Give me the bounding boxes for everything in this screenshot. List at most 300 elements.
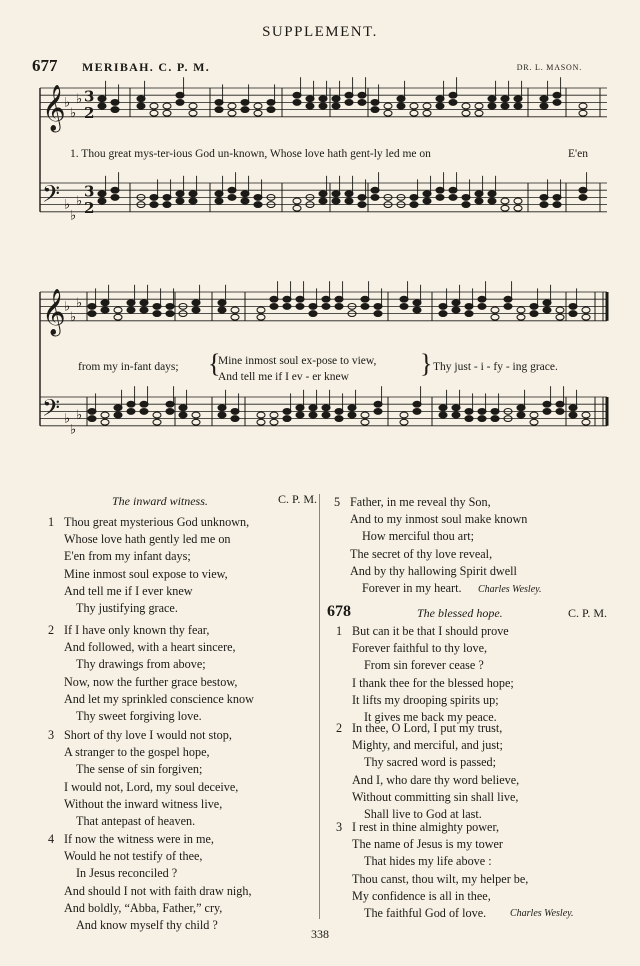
underlay-text-1-end: E'en — [568, 148, 588, 160]
note-head — [101, 300, 109, 306]
note-head — [462, 103, 470, 109]
stanza-line: The secret of thy love reveal, — [350, 546, 493, 561]
stanza-line: How merciful thou art; — [362, 529, 475, 544]
note-head — [358, 92, 366, 98]
note-head — [150, 202, 158, 208]
note-head — [166, 311, 174, 317]
note-head — [413, 307, 421, 313]
note-head — [267, 107, 275, 113]
hymn678-number: 678 — [327, 603, 351, 620]
note-head — [163, 195, 171, 201]
stanza-line: Forever faithful to thy love, — [352, 641, 488, 656]
music-score — [0, 0, 640, 470]
stanza-line: I thank thee for the blessed hope; — [352, 675, 514, 690]
note-head — [582, 412, 590, 418]
flat-icon: ♭ — [70, 310, 77, 326]
note-head — [218, 412, 226, 418]
note-head — [439, 304, 447, 310]
note-head — [579, 187, 587, 193]
stanza-line: My confidence is all in thee, — [352, 888, 491, 903]
column-divider — [319, 494, 320, 919]
note-head — [556, 401, 564, 407]
note-head — [413, 409, 421, 415]
treble-clef-icon: 𝄞 — [42, 84, 66, 131]
note-head — [309, 412, 317, 418]
note-head — [270, 304, 278, 310]
note-head — [101, 412, 109, 418]
note-head — [231, 314, 239, 320]
note-head — [579, 103, 587, 109]
stanza-line: If now the witness were in me, — [64, 832, 214, 846]
note-head — [553, 202, 561, 208]
stanza-line: And followed, with a heart sincere, — [64, 640, 236, 655]
note-head — [335, 416, 343, 422]
note-head — [270, 419, 278, 425]
note-head — [231, 409, 239, 415]
note-head — [254, 110, 262, 116]
stanza-line: A stranger to the gospel hope, — [64, 745, 210, 760]
note-head — [475, 103, 483, 109]
flat-icon: ♭ — [76, 91, 83, 107]
note-head — [436, 103, 444, 109]
note-head — [293, 92, 301, 98]
note-head — [140, 300, 148, 306]
hymn677-stanza-2 — [48, 622, 254, 725]
stanza-line: Whose love hath gently led me on — [64, 532, 231, 547]
note-head — [384, 103, 392, 109]
note-head — [306, 103, 314, 109]
note-head — [553, 195, 561, 201]
note-head — [465, 304, 473, 310]
page-number: 338 — [311, 927, 329, 941]
hymn677-title: The inward witness. — [112, 494, 208, 508]
note-head — [215, 100, 223, 106]
note-head — [462, 195, 470, 201]
note-head — [179, 412, 187, 418]
note-head — [488, 198, 496, 204]
note-head — [504, 296, 512, 302]
note-head — [452, 300, 460, 306]
note-head — [228, 187, 236, 193]
note-head — [293, 198, 301, 204]
note-head — [189, 191, 197, 197]
note-head — [556, 409, 564, 415]
note-head — [540, 195, 548, 201]
note-head — [361, 412, 369, 418]
note-head — [176, 198, 184, 204]
note-head — [335, 304, 343, 310]
note-head — [309, 304, 317, 310]
note-head — [465, 416, 473, 422]
underlay-line-1 — [70, 148, 588, 160]
flat-icon: ♭ — [64, 197, 71, 213]
note-head — [384, 110, 392, 116]
note-head — [322, 296, 330, 302]
note-head — [517, 412, 525, 418]
note-head — [491, 314, 499, 320]
stanza-line: Father, in me reveal thy Son, — [350, 495, 491, 509]
note-head — [335, 296, 343, 302]
note-head — [257, 412, 265, 418]
note-head — [543, 307, 551, 313]
note-head — [228, 103, 236, 109]
note-head — [358, 202, 366, 208]
note-head — [579, 195, 587, 201]
stanza-line: Thou great mysterious God unknown, — [64, 515, 250, 529]
note-head — [98, 103, 106, 109]
note-head — [153, 311, 161, 317]
stanza-line: Short of thy love I would not stop, — [64, 728, 232, 742]
stanza-line: But can it be that I should prove — [352, 624, 509, 638]
note-head — [332, 198, 340, 204]
stanza-number: 3 — [336, 820, 343, 834]
note-head — [283, 409, 291, 415]
note-head — [98, 198, 106, 204]
note-head — [322, 405, 330, 411]
note-head — [410, 202, 418, 208]
note-head — [514, 205, 522, 211]
note-head — [449, 187, 457, 193]
hymn677-stanza-5 — [334, 494, 527, 597]
note-head — [179, 405, 187, 411]
note-head — [397, 96, 405, 102]
note-head — [543, 409, 551, 415]
note-head — [215, 198, 223, 204]
note-head — [228, 195, 236, 201]
note-head — [101, 419, 109, 425]
note-head — [150, 103, 158, 109]
stanza-line: And know myself thy child ? — [76, 918, 218, 933]
note-head — [319, 198, 327, 204]
note-head — [491, 409, 499, 415]
note-head — [361, 304, 369, 310]
stanza-line: In Jesus reconciled ? — [76, 866, 178, 881]
note-head — [283, 304, 291, 310]
note-head — [345, 198, 353, 204]
note-head — [335, 409, 343, 415]
note-head — [163, 110, 171, 116]
note-head — [462, 110, 470, 116]
note-head — [140, 409, 148, 415]
note-head — [241, 107, 249, 113]
stanza-line: Thy justifying grace. — [76, 601, 178, 616]
note-head — [218, 307, 226, 313]
note-head — [293, 205, 301, 211]
note-head — [137, 96, 145, 102]
note-head — [423, 103, 431, 109]
note-head — [423, 110, 431, 116]
stanza-line: It gives me back my peace. — [364, 710, 497, 725]
note-head — [345, 92, 353, 98]
note-head — [478, 409, 486, 415]
note-head — [540, 202, 548, 208]
note-head — [348, 412, 356, 418]
note-head — [475, 110, 483, 116]
note-head — [296, 296, 304, 302]
note-head — [501, 96, 509, 102]
note-head — [449, 195, 457, 201]
time-signature-top: 3 — [84, 182, 95, 201]
note-head — [358, 100, 366, 106]
stanza-line: If I have only known thy fear, — [64, 623, 210, 637]
note-head — [465, 409, 473, 415]
note-head — [371, 107, 379, 113]
stanza-line: And by thy hallowing Spirit dwell — [350, 563, 517, 578]
note-head — [309, 311, 317, 317]
note-head — [488, 96, 496, 102]
stanza-number: 1 — [336, 624, 343, 638]
stanza-line: Without the inward witness live, — [64, 796, 223, 811]
note-head — [215, 107, 223, 113]
note-head — [413, 401, 421, 407]
stanza-line: Thy sacred word is passed; — [364, 755, 496, 770]
note-head — [488, 191, 496, 197]
note-head — [517, 307, 525, 313]
stanza-line: The sense of sin forgiven; — [76, 762, 203, 777]
note-head — [254, 195, 262, 201]
hymn678-title: The blessed hope. — [417, 606, 503, 620]
note-head — [478, 304, 486, 310]
note-head — [254, 202, 262, 208]
note-head — [374, 311, 382, 317]
stanza-line: That antepast of heaven. — [76, 814, 196, 829]
stanza-line: Forever in my heart. — [362, 581, 462, 596]
note-head — [514, 198, 522, 204]
note-head — [501, 205, 509, 211]
note-head — [475, 198, 483, 204]
note-head — [439, 311, 447, 317]
note-head — [358, 195, 366, 201]
note-head — [114, 412, 122, 418]
note-head — [296, 412, 304, 418]
note-head — [153, 412, 161, 418]
stanza-number: 2 — [48, 623, 55, 637]
note-head — [309, 405, 317, 411]
stanza-line: I would not, Lord, my soul deceive, — [64, 779, 239, 794]
hymn678-title-row — [327, 603, 607, 621]
note-head — [400, 296, 408, 302]
note-head — [88, 409, 96, 415]
note-head — [88, 311, 96, 317]
bass-clef-icon: 𝄢 — [42, 393, 61, 427]
treble-clef-icon: 𝄞 — [42, 288, 66, 335]
note-head — [556, 307, 564, 313]
note-head — [127, 300, 135, 306]
note-head — [140, 401, 148, 407]
note-head — [543, 401, 551, 407]
stanza-line: And boldly, “Abba, Father,” cry, — [64, 900, 223, 915]
note-head — [166, 304, 174, 310]
underlay-text-2b: Mine inmost soul ex-pose to view, — [218, 355, 377, 367]
note-head — [410, 110, 418, 116]
bass-clef-icon: 𝄢 — [42, 179, 61, 213]
note-head — [176, 100, 184, 106]
note-head — [478, 296, 486, 302]
note-head — [436, 96, 444, 102]
flat-icon: ♭ — [76, 295, 83, 311]
note-head — [491, 307, 499, 313]
note-head — [530, 419, 538, 425]
note-head — [192, 419, 200, 425]
note-head — [166, 409, 174, 415]
stanza-line: And I, who dare thy word believe, — [352, 772, 520, 787]
note-head — [530, 412, 538, 418]
note-head — [101, 307, 109, 313]
composer: DR. L. MASON. — [516, 63, 582, 72]
note-head — [332, 191, 340, 197]
note-head — [296, 405, 304, 411]
note-head — [137, 103, 145, 109]
note-head — [462, 202, 470, 208]
time-signature-bottom: 2 — [84, 198, 95, 217]
note-head — [257, 419, 265, 425]
stanza-line: From sin forever cease ? — [364, 658, 484, 673]
note-head — [361, 296, 369, 302]
note-head — [192, 307, 200, 313]
note-head — [582, 419, 590, 425]
note-head — [254, 103, 262, 109]
stanza-line: The faithful God of love. — [364, 906, 487, 921]
flat-icon: ♭ — [70, 106, 77, 122]
note-head — [553, 100, 561, 106]
note-head — [319, 96, 327, 102]
note-head — [153, 304, 161, 310]
note-head — [397, 103, 405, 109]
hymn677-meter: C. P. M. — [277, 492, 317, 506]
note-head — [582, 307, 590, 313]
note-head — [517, 405, 525, 411]
time-signature-bottom: 2 — [84, 103, 95, 122]
note-head — [98, 191, 106, 197]
note-head — [371, 195, 379, 201]
note-head — [465, 311, 473, 317]
flat-icon: ♭ — [70, 208, 77, 224]
flat-icon: ♭ — [64, 411, 71, 427]
hymn678-stanza-3 — [336, 819, 528, 922]
note-head — [439, 412, 447, 418]
note-head — [423, 198, 431, 204]
note-head — [176, 191, 184, 197]
note-head — [111, 195, 119, 201]
note-head — [140, 307, 148, 313]
note-head — [189, 198, 197, 204]
note-head — [436, 195, 444, 201]
flat-icon: ♭ — [64, 299, 71, 315]
note-head — [452, 412, 460, 418]
note-head — [231, 307, 239, 313]
note-head — [114, 405, 122, 411]
note-head — [345, 100, 353, 106]
stanza-line: And let my sprinkled conscience know — [64, 691, 254, 706]
hymn677-title-row — [112, 492, 317, 510]
stanza-line: I rest in thine almighty power, — [352, 820, 500, 834]
tune-name: MERIBAH. C. P. M. — [82, 60, 210, 74]
note-head — [540, 103, 548, 109]
flat-icon: ♭ — [70, 422, 77, 438]
underlay-line-2a: from my in-fant days; — [78, 361, 179, 373]
note-head — [452, 307, 460, 313]
page-header: SUPPLEMENT. — [262, 24, 378, 40]
note-head — [488, 103, 496, 109]
brace-left: { — [208, 349, 221, 378]
note-head — [569, 412, 577, 418]
stanza-line: Would he not testify of thee, — [64, 849, 203, 864]
stanza-line: And tell me if I ever knew — [64, 583, 193, 598]
note-head — [582, 314, 590, 320]
note-head — [150, 195, 158, 201]
hymn677-stanza-1 — [48, 514, 249, 617]
note-head — [371, 187, 379, 193]
stanza-line: Thy sweet forgiving love. — [76, 709, 202, 724]
note-head — [111, 187, 119, 193]
note-head — [553, 92, 561, 98]
note-head — [192, 412, 200, 418]
stanza-line: That hides my life above : — [364, 854, 492, 869]
note-head — [436, 187, 444, 193]
stanza-line: The name of Jesus is my tower — [352, 837, 503, 852]
note-head — [322, 412, 330, 418]
note-head — [478, 416, 486, 422]
note-head — [241, 100, 249, 106]
stanza-line: Thou canst, thou wilt, my helper be, — [352, 871, 529, 886]
note-head — [374, 409, 382, 415]
note-head — [127, 409, 135, 415]
hymn678-stanza-1 — [336, 623, 514, 726]
note-head — [491, 416, 499, 422]
note-head — [296, 304, 304, 310]
hymn678-stanza-2 — [336, 720, 519, 823]
note-head — [257, 314, 265, 320]
hymn677-stanza-4 — [48, 831, 252, 934]
note-head — [257, 307, 265, 313]
note-head — [530, 311, 538, 317]
note-head — [218, 405, 226, 411]
note-head — [270, 296, 278, 302]
note-head — [319, 191, 327, 197]
note-head — [176, 92, 184, 98]
note-head — [452, 405, 460, 411]
note-head — [374, 304, 382, 310]
note-head — [114, 314, 122, 320]
note-head — [348, 405, 356, 411]
note-head — [88, 416, 96, 422]
note-head — [215, 191, 223, 197]
stanza-number: 5 — [334, 495, 341, 509]
stanza-number: 3 — [48, 728, 55, 742]
note-head — [231, 416, 239, 422]
underlay-text-1: 1. Thou great mys-ter-ious God un-known, Whose love hath gent-ly led me on — [70, 148, 431, 160]
stanza-line: Now, now the further grace bestow, — [64, 674, 238, 689]
note-head — [556, 314, 564, 320]
note-head — [153, 419, 161, 425]
note-head — [267, 100, 275, 106]
note-head — [270, 412, 278, 418]
note-head — [517, 314, 525, 320]
stanza-number: 4 — [48, 832, 55, 846]
note-head — [504, 304, 512, 310]
note-head — [150, 110, 158, 116]
note-head — [283, 416, 291, 422]
underlay-line-2-lyrics — [218, 353, 376, 385]
note-head — [241, 198, 249, 204]
note-head — [569, 311, 577, 317]
note-head — [127, 307, 135, 313]
stanza-line: It lifts my drooping spirits up; — [352, 692, 499, 707]
note-head — [98, 96, 106, 102]
stanza-line: In thee, O Lord, I put my trust, — [352, 721, 503, 735]
note-head — [501, 103, 509, 109]
stanza-line: Mine inmost soul expose to view, — [64, 566, 228, 581]
